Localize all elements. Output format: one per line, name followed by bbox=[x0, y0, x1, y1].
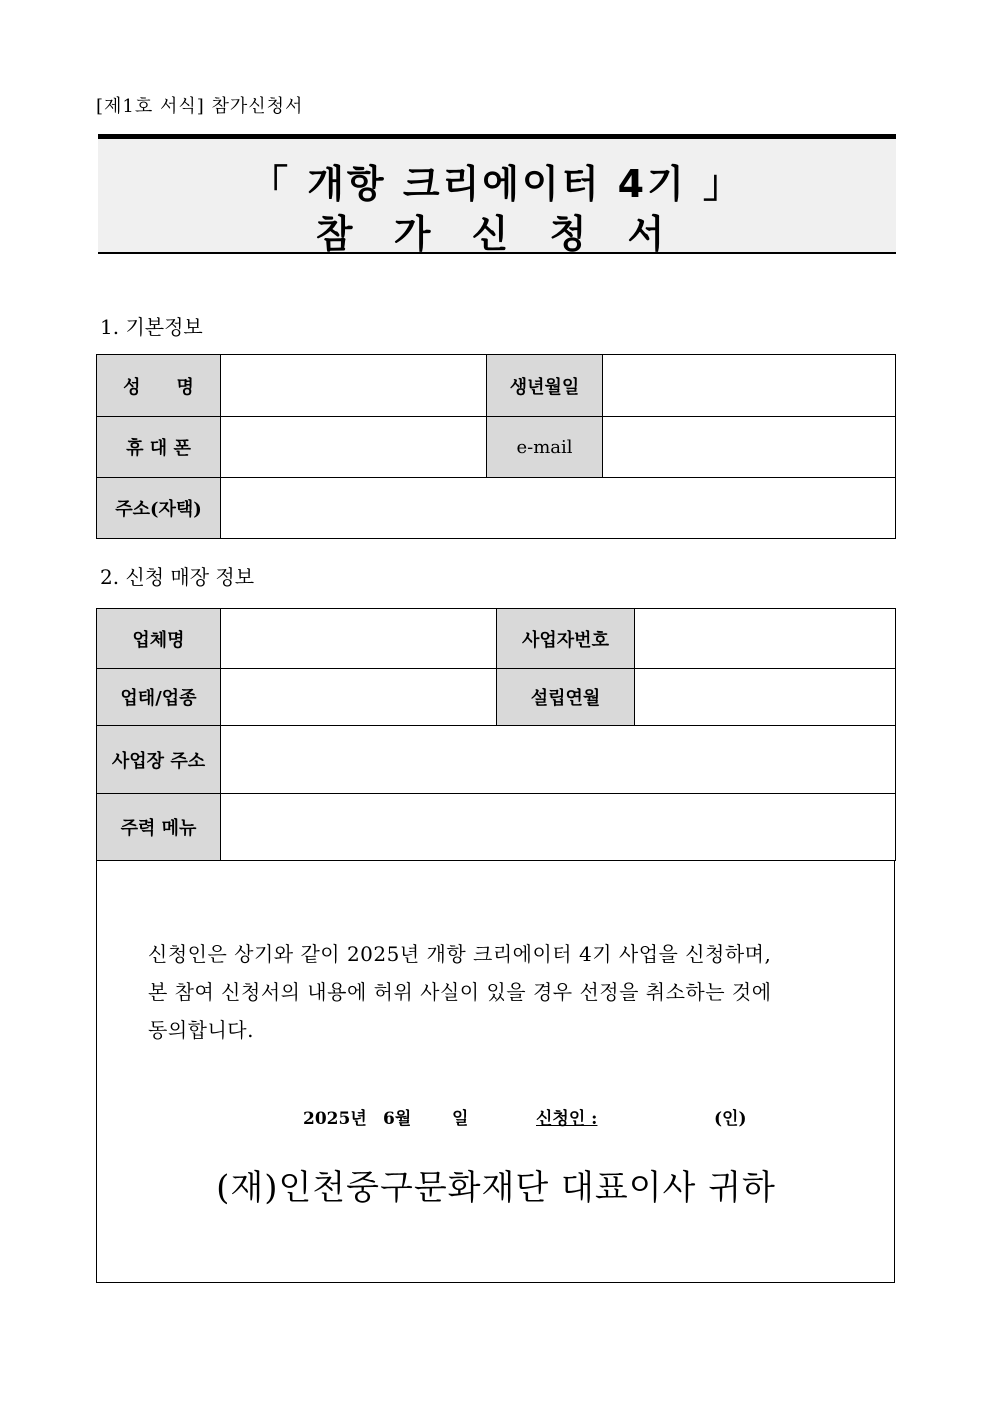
main-menu-field[interactable] bbox=[221, 794, 896, 861]
declaration-box bbox=[96, 860, 895, 1283]
applicant-signature-line[interactable] bbox=[536, 1104, 748, 1129]
section-basic-info-heading: 1. 기본정보 bbox=[100, 315, 203, 339]
section-store-info-heading: 2. 신청 매장 정보 bbox=[100, 565, 255, 589]
title-banner bbox=[98, 134, 896, 254]
date-month: 6월 bbox=[383, 1109, 412, 1129]
form-number-label: [제1호 서식] 참가신청서 bbox=[96, 96, 304, 117]
home-address-label: 주소(자택) bbox=[97, 478, 221, 539]
company-name-label: 업체명 bbox=[97, 609, 221, 669]
title-program: 「 개항 크리에이터 4기 」 bbox=[249, 162, 745, 206]
home-address-field[interactable] bbox=[221, 478, 896, 539]
business-number-field[interactable] bbox=[635, 609, 896, 669]
business-type-field[interactable] bbox=[221, 669, 497, 726]
email-label: e-mail bbox=[487, 417, 603, 478]
declaration-line: 신청인은 상기와 같이 2025년 개항 크리에이터 4기 사업을 신청하며, bbox=[148, 942, 772, 966]
founded-date-label: 설립연월 bbox=[497, 669, 635, 726]
birthdate-field[interactable] bbox=[603, 355, 896, 417]
declaration-line: 본 참여 신청서의 내용에 허위 사실이 있을 경우 선정을 취소하는 것에 bbox=[148, 980, 772, 1004]
seal-label: (인) bbox=[714, 1109, 747, 1129]
date-day: 일 bbox=[452, 1109, 469, 1129]
company-name-field[interactable] bbox=[221, 609, 497, 669]
main-menu-label: 주력 메뉴 bbox=[97, 794, 221, 861]
birthdate-label: 생년월일 bbox=[487, 355, 603, 417]
applicant-label: 신청인 : bbox=[536, 1109, 598, 1129]
phone-field[interactable] bbox=[221, 417, 487, 478]
title-document: 참 가 신 청 서 bbox=[315, 212, 679, 256]
date-year: 2025년 bbox=[303, 1109, 367, 1129]
business-address-field[interactable] bbox=[221, 726, 896, 794]
declaration-text bbox=[148, 935, 868, 1049]
name-field[interactable] bbox=[221, 355, 487, 417]
business-number-label: 사업자번호 bbox=[497, 609, 635, 669]
business-type-label: 업태/업종 bbox=[97, 669, 221, 726]
phone-label: 휴 대 폰 bbox=[97, 417, 221, 478]
business-address-label: 사업장 주소 bbox=[97, 726, 221, 794]
basic-info-table bbox=[96, 354, 896, 539]
founded-date-field[interactable] bbox=[635, 669, 896, 726]
name-label: 성 명 bbox=[97, 355, 221, 417]
store-info-table bbox=[96, 608, 896, 861]
email-field[interactable] bbox=[603, 417, 896, 478]
declaration-line: 동의합니다. bbox=[148, 1018, 254, 1042]
addressee: (재)인천중구문화재단 대표이사 귀하 bbox=[216, 1168, 776, 1208]
